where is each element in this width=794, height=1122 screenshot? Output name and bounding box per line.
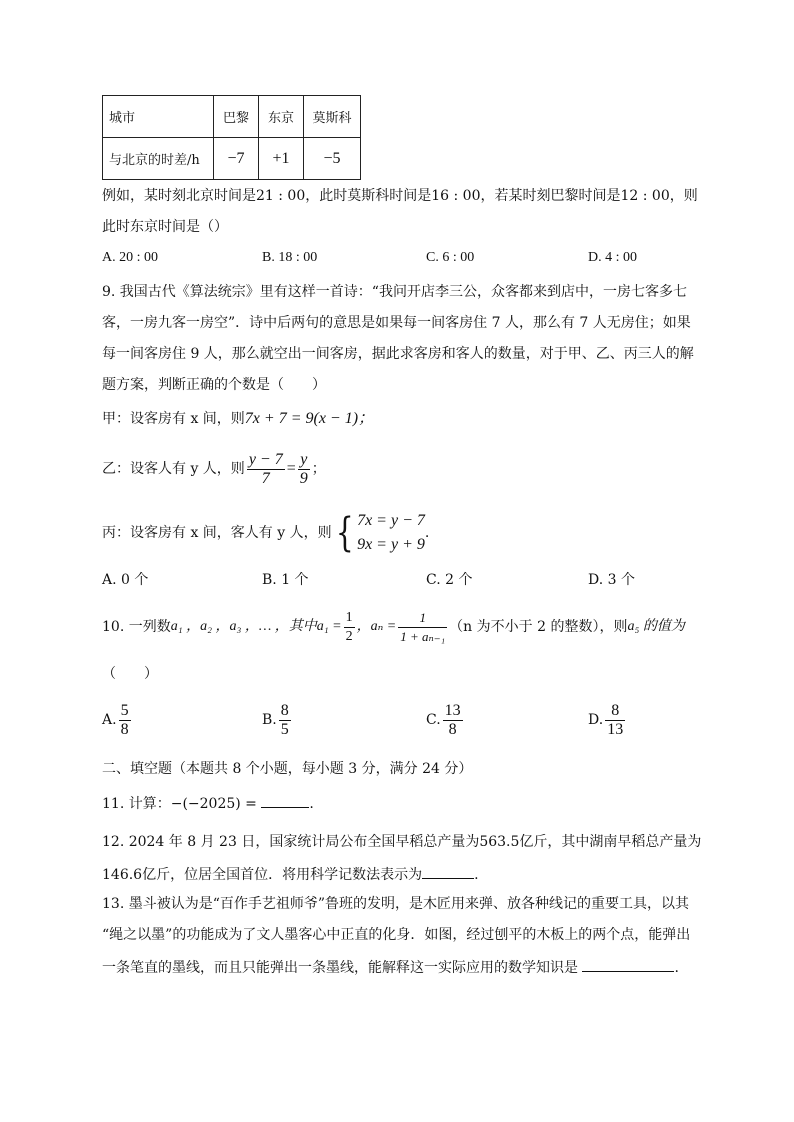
table-cell: +1 (259, 138, 304, 180)
section-2-title: 二、填空题（本题共 8 个小题，每小题 3 分，满分 24 分） (102, 761, 473, 777)
q10-an: ，aₙ = (356, 619, 397, 634)
q10-line1 (102, 607, 685, 647)
q10-sequence: a₁ ，a₂ ，a₃ ，… ，其中 (170, 619, 317, 634)
q9-option-b[interactable]: B. 1 个 (262, 572, 309, 588)
q13-line3 (102, 957, 679, 977)
q10-option-d-numerator: 8 (605, 702, 625, 721)
q10-option-a-label: A. (102, 712, 117, 728)
table-cell: −5 (304, 138, 361, 180)
q10-option-a-numerator: 5 (120, 701, 129, 719)
q10-ask: a₅ 的值为 (627, 619, 685, 634)
q10-condition: （n 为不小于 2 的整数），则 (449, 619, 628, 635)
q10-option-b[interactable] (262, 700, 293, 740)
q10-option-c-numerator: 13 (444, 701, 461, 719)
q10-a1-numerator: 1 (344, 609, 355, 628)
q10-an-denominator: 1 + aₙ₋₁ (400, 628, 446, 644)
q9-yi-numerator-right: y (298, 451, 310, 470)
q8-option-d[interactable]: D. 4 : 00 (588, 250, 637, 265)
q9-option-jia (102, 410, 374, 428)
q13-line3-text: 一条笔直的墨线，而且只能弹出一条墨线，能解释这一实际应用的数学知识是 (102, 960, 578, 976)
time-difference-table (102, 95, 361, 180)
q9-option-yi (102, 450, 326, 488)
q10-option-d-denominator: 13 (607, 720, 624, 738)
q10-a1: a₁ = (316, 619, 342, 634)
q10-option-d-label: D. (588, 712, 604, 728)
table-row-label: 与北京的时差/h (103, 138, 214, 180)
q10-line2: （ ） (102, 666, 158, 682)
q9-yi-denominator-left: 7 (261, 469, 270, 487)
q9-jia-equation: 7x + 7 = 9(x − 1)； (244, 410, 375, 427)
table-header-cell: 城市 (103, 96, 214, 138)
table-cell: −7 (214, 138, 259, 180)
q10-option-b-label: B. (262, 712, 277, 728)
q8-line2: 此时东京时间是（） (102, 219, 228, 235)
q10-option-d-fraction (605, 702, 625, 739)
q9-option-d[interactable]: D. 3 个 (588, 572, 635, 588)
q9-line1: 9. 我国古代《算法统宗》里有这样一首诗：“我问开店李三公，众客都来到店中，一房七客多七 (102, 284, 687, 300)
q8-option-a[interactable]: A. 20 : 00 (102, 250, 158, 265)
q9-yi-text: 乙：设客人有 y 人，则 (102, 461, 245, 477)
q9-yi-fraction-left (247, 451, 285, 488)
q10-option-d[interactable] (588, 700, 627, 740)
q11-text: 11. 计算：−(−2025) = (102, 796, 257, 812)
q10-lead: 10. 一列数 (102, 619, 171, 635)
q10-option-b-numerator: 8 (280, 701, 289, 719)
q10-option-c-label: C. (426, 712, 441, 728)
q12-answer-blank[interactable] (422, 864, 474, 879)
q13-line1: 13. 墨斗被认为是“百作手艺祖师爷”鲁班的发明，是木匠用来弹、放各种线记的重要工具，以其 (102, 896, 690, 912)
q10-option-a-fraction (119, 702, 131, 739)
q10-option-a-denominator: 8 (120, 720, 129, 738)
q9-bing-end: . (424, 525, 430, 541)
q8-line1: 例如，某时刻北京时间是21 : 00，此时莫斯科时间是16 : 00，若某时刻巴黎时间是12 : 00，则 (102, 188, 698, 204)
q13-end: . (674, 960, 679, 976)
table-header-row (103, 96, 361, 138)
q9-bing-text: 丙：设客房有 x 间，客人有 y 人，则 (102, 525, 332, 541)
table-row (103, 138, 361, 180)
system-brace-icon: { (335, 510, 354, 556)
q13-answer-blank[interactable] (582, 957, 674, 972)
q9-option-c[interactable]: C. 2 个 (426, 572, 473, 588)
q10-option-c[interactable] (426, 700, 465, 740)
table-header-cell: 东京 (259, 96, 304, 138)
q10-a1-fraction (344, 609, 355, 646)
q9-bing-equation-1: 7x = y − 7 (357, 512, 425, 529)
q9-option-a[interactable]: A. 0 个 (102, 572, 149, 588)
q10-an-fraction (398, 609, 447, 646)
q11-end: . (309, 796, 314, 812)
q11-answer-blank[interactable] (261, 793, 309, 808)
q9-yi-end: ； (311, 461, 326, 477)
q9-bing-equation-2: 9x = y + 9 (357, 536, 425, 553)
q10-option-b-denominator: 5 (280, 720, 289, 738)
table-header-cell: 巴黎 (214, 96, 259, 138)
q10-option-b-fraction (279, 702, 291, 739)
q9-line4: 题方案，判断正确的个数是（ ） (102, 377, 326, 393)
q9-yi-equals: = (286, 460, 296, 477)
q10-option-c-fraction (443, 702, 463, 739)
q9-yi-fraction-right (298, 451, 310, 488)
q10-an-numerator: 1 (398, 609, 447, 628)
q9-yi-numerator-left: y − 7 (248, 450, 283, 468)
q11 (102, 793, 314, 813)
q13-line2: “绳之以墨”的功能成为了文人墨客心中正直的化身．如图，经过刨平的木板上的两个点，能弹出 (102, 927, 691, 943)
q10-a1-denominator: 2 (345, 628, 353, 644)
q9-yi-denominator-right: 9 (299, 469, 308, 487)
q10-option-a[interactable] (102, 700, 133, 740)
q12-line2-text: 146.6亿斤，位居全国首位．将用科学记数法表示为 (102, 867, 423, 883)
q10-option-c-denominator: 8 (448, 720, 457, 738)
q9-line2: 客，一房九客一房空”．诗中后两句的意思是如果每一间客房住 7 人，那么有 7 人无房住；如果 (102, 315, 691, 331)
q8-option-c[interactable]: C. 6 : 00 (426, 250, 475, 265)
q9-jia-text: 甲：设客房有 x 间，则 (102, 411, 245, 427)
q9-line3: 每一间客房住 9 人，那么就空出一间客房，据此求客房和客人的数量，对于甲、乙、丙三人的解 (102, 346, 694, 362)
q9-bing-system (357, 509, 425, 557)
table-header-cell: 莫斯科 (304, 96, 361, 138)
q12-line1: 12. 2024 年 8 月 23 日，国家统计局公布全国早稻总产量为563.5亿斤，其中湖南早稻总产量为 (102, 834, 702, 850)
q12-end: . (474, 867, 479, 883)
q9-option-bing (102, 508, 429, 558)
q8-option-b[interactable]: B. 18 : 00 (262, 250, 318, 265)
q12-line2 (102, 864, 479, 884)
